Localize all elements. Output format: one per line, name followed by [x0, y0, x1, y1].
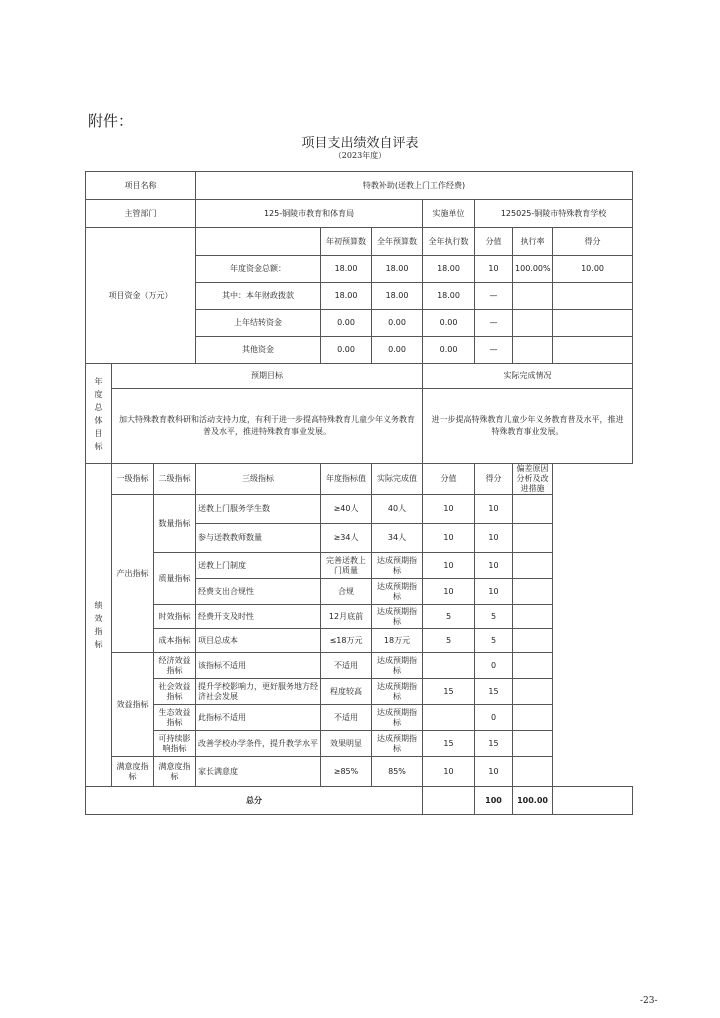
funds-row-rate [513, 337, 553, 364]
indicator-actual: 达成预期指标 [372, 653, 423, 679]
total-blank [423, 787, 475, 815]
attachment-label: 附件： [88, 112, 134, 130]
indicator-actual: 达成预期指标 [372, 579, 423, 605]
goals-header-row [86, 364, 633, 389]
indicator-score-value: 5 [423, 605, 475, 629]
indicator-score-value: 10 [423, 757, 475, 787]
funds-row-score [553, 310, 633, 337]
indicator-target: ≥85% [321, 757, 372, 787]
project-name-value: 特教补助(送教上门工作经费) [196, 172, 633, 200]
funds-header-score-value: 分值 [475, 228, 513, 256]
page-number: -23- [640, 996, 658, 1006]
indicator-row [86, 605, 633, 629]
indicator-name: 改善学校办学条件，提升教学水平 [196, 731, 321, 757]
funds-row-annual: 18.00 [372, 256, 423, 283]
indicator-note [513, 629, 553, 653]
header-level3: 三级指标 [196, 464, 321, 495]
indicator-target: 不适用 [321, 653, 372, 679]
indicator-target: 效果明显 [321, 731, 372, 757]
funds-row-rate [513, 310, 553, 337]
funds-row-annual: 0.00 [372, 337, 423, 364]
funds-row-rate [513, 283, 553, 310]
indicator-score-value: 15 [423, 679, 475, 705]
indicator-header-row [86, 464, 633, 495]
funds-header-annual: 全年预算数 [372, 228, 423, 256]
indicator-target: ≥40人 [321, 495, 372, 524]
indicator-target: 完善送教上门质量 [321, 553, 372, 579]
indicator-target: 程度较高 [321, 679, 372, 705]
indicator-actual: 达成预期指标 [372, 605, 423, 629]
indicator-note [513, 495, 553, 524]
indicator-score: 10 [475, 553, 513, 579]
indicator-target: 合规 [321, 579, 372, 605]
funds-row-executed: 18.00 [423, 283, 475, 310]
indicator-row [86, 495, 633, 524]
funds-header-rate: 执行率 [513, 228, 553, 256]
funds-row-executed: 18.00 [423, 256, 475, 283]
indicator-row [86, 757, 633, 787]
indicator-score: 15 [475, 679, 513, 705]
department-row [86, 200, 633, 228]
funds-row-executed: 0.00 [423, 310, 475, 337]
indicator-row [86, 731, 633, 757]
indicator-note [513, 679, 553, 705]
indicator-row [86, 653, 633, 679]
level2-social: 社会效益指标 [154, 679, 196, 705]
indicator-row [86, 629, 633, 653]
indicator-score-value: 10 [423, 579, 475, 605]
indicator-name: 参与送教教师数量 [196, 524, 321, 553]
total-score-value: 100 [475, 787, 513, 815]
implementing-unit-label: 实施单位 [423, 200, 475, 228]
indicator-note [513, 579, 553, 605]
funds-row-name: 年度资金总额： [196, 256, 321, 283]
funds-row-rate: 100.00% [513, 256, 553, 283]
indicator-note [513, 653, 553, 679]
funds-row-executed: 0.00 [423, 337, 475, 364]
funds-header-row [86, 228, 633, 256]
header-deviation-analysis: 偏差原因分析及改进措施 [513, 464, 553, 495]
indicator-name: 家长满意度 [196, 757, 321, 787]
report-year: （2023年度） [333, 151, 387, 160]
indicator-name: 提升学校影响力，更好服务地方经济社会发展 [196, 679, 321, 705]
indicator-note [513, 731, 553, 757]
indicator-name: 经费支出合规性 [196, 579, 321, 605]
header-score-value: 分值 [423, 464, 475, 495]
level2-cost: 成本指标 [154, 629, 196, 653]
expected-goal-text: 加大特殊教育教科研和活动支持力度，有利于进一步提高特殊教育儿童少年义务教育普及水平，推进特殊教育事业发展。 [112, 389, 423, 464]
funds-row-score: 10.00 [553, 256, 633, 283]
total-note [553, 787, 633, 815]
performance-indicator-label [86, 464, 112, 787]
indicator-name: 经费开支及时性 [196, 605, 321, 629]
project-name-row [86, 172, 633, 200]
funds-header-blank [196, 228, 321, 256]
level1-satisfaction: 满意度指标 [112, 757, 154, 787]
level1-benefit: 效益指标 [112, 653, 154, 757]
indicator-name: 送教上门服务学生数 [196, 495, 321, 524]
indicator-score-value: 10 [423, 553, 475, 579]
header-annual-target: 年度指标值 [321, 464, 372, 495]
total-label: 总分 [86, 787, 423, 815]
level2-quantity: 数量指标 [154, 495, 196, 553]
indicator-name: 项目总成本 [196, 629, 321, 653]
indicator-score: 15 [475, 731, 513, 757]
department-value: 125-铜陵市教育和体育局 [196, 200, 423, 228]
indicator-note [513, 757, 553, 787]
indicator-score-value [423, 653, 475, 679]
indicator-note [513, 524, 553, 553]
annual-goals-label-text: 年度总体目标 [94, 376, 103, 451]
indicator-score: 10 [475, 524, 513, 553]
actual-completion-text: 进一步提高特殊教育儿童少年义务教育普及水平，推进特殊教育事业发展。 [423, 389, 633, 464]
header-level2: 二级指标 [154, 464, 196, 495]
funds-row-score [553, 283, 633, 310]
funds-row-name: 其中：本年财政拨款 [196, 283, 321, 310]
total-score: 100.00 [513, 787, 553, 815]
indicator-score-value: 15 [423, 731, 475, 757]
indicator-note [513, 553, 553, 579]
indicator-score: 5 [475, 629, 513, 653]
indicator-score-value: 5 [423, 629, 475, 653]
indicator-target: ≥34人 [321, 524, 372, 553]
funds-row-name: 其他资金 [196, 337, 321, 364]
level2-satisfaction: 满意度指标 [154, 757, 196, 787]
indicator-actual: 18万元 [372, 629, 423, 653]
indicator-note [513, 605, 553, 629]
indicator-row [86, 553, 633, 579]
funds-row-score [553, 337, 633, 364]
funds-row-score-value: — [475, 337, 513, 364]
indicator-name: 此指标不适用 [196, 705, 321, 731]
indicator-score: 0 [475, 653, 513, 679]
funds-row-name: 上年结转资金 [196, 310, 321, 337]
indicator-actual: 40人 [372, 495, 423, 524]
indicator-actual: 34人 [372, 524, 423, 553]
expected-goal-header: 预期目标 [112, 364, 423, 389]
indicator-score: 10 [475, 495, 513, 524]
indicator-score: 0 [475, 705, 513, 731]
indicator-actual: 达成预期指标 [372, 679, 423, 705]
indicator-actual: 达成预期指标 [372, 731, 423, 757]
header-level1: 一级指标 [112, 464, 154, 495]
indicator-actual: 达成预期指标 [372, 705, 423, 731]
indicator-score: 10 [475, 757, 513, 787]
indicator-name: 该指标不适用 [196, 653, 321, 679]
performance-evaluation-table [85, 171, 633, 815]
funds-row-annual: 0.00 [372, 310, 423, 337]
funds-row-annual: 18.00 [372, 283, 423, 310]
goals-content-row [86, 389, 633, 464]
department-label: 主管部门 [86, 200, 196, 228]
header-actual-value: 实际完成值 [372, 464, 423, 495]
level2-ecological: 生态效益指标 [154, 705, 196, 731]
indicator-name: 送教上门制度 [196, 553, 321, 579]
level2-economic: 经济效益指标 [154, 653, 196, 679]
indicator-row [86, 705, 633, 731]
indicator-score-value [423, 705, 475, 731]
funds-row-initial: 18.00 [321, 256, 372, 283]
indicator-note [513, 705, 553, 731]
funds-row-initial: 0.00 [321, 310, 372, 337]
indicator-score: 10 [475, 579, 513, 605]
funds-header-score: 得分 [553, 228, 633, 256]
level2-sustainable: 可持续影响指标 [154, 731, 196, 757]
implementing-unit-value: 125025-铜陵市特殊教育学校 [475, 200, 633, 228]
total-row [86, 787, 633, 815]
funds-header-initial: 年初预算数 [321, 228, 372, 256]
actual-completion-header: 实际完成情况 [423, 364, 633, 389]
funds-row-score-value: 10 [475, 256, 513, 283]
funds-header-executed: 全年执行数 [423, 228, 475, 256]
funds-row-score-value: — [475, 283, 513, 310]
page-title: 项目支出绩效自评表 [301, 136, 419, 151]
funds-row-score-value: — [475, 310, 513, 337]
project-name-label: 项目名称 [86, 172, 196, 200]
funds-row-initial: 0.00 [321, 337, 372, 364]
level2-quality: 质量指标 [154, 553, 196, 605]
indicator-score: 5 [475, 605, 513, 629]
level1-output: 产出指标 [112, 495, 154, 653]
indicator-row [86, 679, 633, 705]
indicator-actual: 达成预期指标 [372, 553, 423, 579]
funds-row-initial: 18.00 [321, 283, 372, 310]
level2-timeliness: 时效指标 [154, 605, 196, 629]
indicator-target: 12月底前 [321, 605, 372, 629]
indicator-target: 不适用 [321, 705, 372, 731]
indicator-score-value: 10 [423, 524, 475, 553]
indicator-score-value: 10 [423, 495, 475, 524]
indicator-target: ≤18万元 [321, 629, 372, 653]
funds-label: 项目资金（万元） [86, 228, 196, 364]
indicator-actual: 85% [372, 757, 423, 787]
performance-indicator-label-text: 绩效指标 [94, 601, 103, 649]
annual-goals-label [86, 364, 112, 464]
header-score: 得分 [475, 464, 513, 495]
